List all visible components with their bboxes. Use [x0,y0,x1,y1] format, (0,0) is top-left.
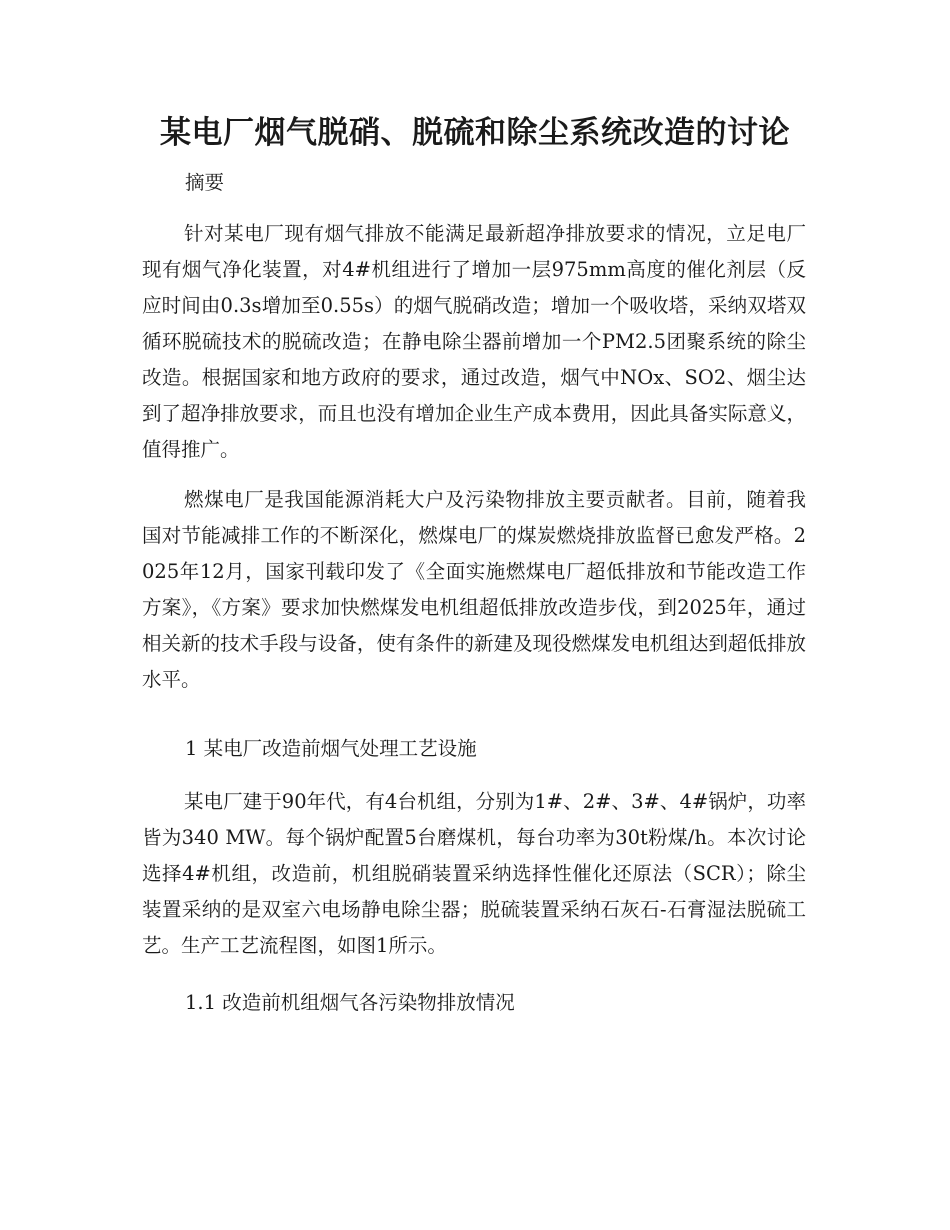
document-title: 某电厂烟气脱硝、脱硫和除尘系统改造的讨论 [160,115,790,151]
section-1-1-heading: 1.1 改造前机组烟气各污染物排放情况 [185,991,515,1014]
section-1-paragraph: 某电厂建于90年代，有4台机组，分别为1#、2#、3#、4#锅炉，功率皆为340 MW。每个锅炉配置5台磨煤机，每台功率为30t粉煤/h。本次讨论选择4#机组，改造前，机组脱硝装置采纳选择性催化还原法（SCR）；除尘装置采纳的是双室六电场静电除尘器；脱硫装置采纳石灰石-石膏湿法脱硫工艺。生产工艺流程图，如图1所示。 [142,790,806,957]
section-1-heading: 1 某电厂改造前烟气处理工艺设施 [185,737,477,760]
abstract-label: 摘要 [185,171,225,194]
abstract-paragraph: 针对某电厂现有烟气排放不能满足最新超净排放要求的情况，立足电厂现有烟气净化装置，对4#机组进行了增加一层975mm高度的催化剂层（反应时间由0.3s增加至0.55s）的烟气脱硝改造；增加一个吸收塔，采纳双塔双循环脱硫技术的脱硫改造；在静电除尘器前增加一个PM2.5团聚系统的除尘改造。根据国家和地方政府的要求，通过改造，烟气中NOx、SO2、烟尘达到了超净排放要求，而且也没有增加企业生产成本费用，因此具备实际意义，值得推广。 [142,222,806,461]
intro-paragraph: 燃煤电厂是我国能源消耗大户及污染物排放主要贡献者。目前，随着我国对节能减排工作的不断深化，燃煤电厂的煤炭燃烧排放监督已愈发严格。2025年12月，国家刊载印发了《全面实施燃煤电厂超低排放和节能改造工作方案》，《方案》要求加快燃煤发电机组超低排放改造步伐，到2025年，通过相关新的技术手段与设备，使有条件的新建及现役燃煤发电机组达到超低排放水平。 [142,488,806,691]
